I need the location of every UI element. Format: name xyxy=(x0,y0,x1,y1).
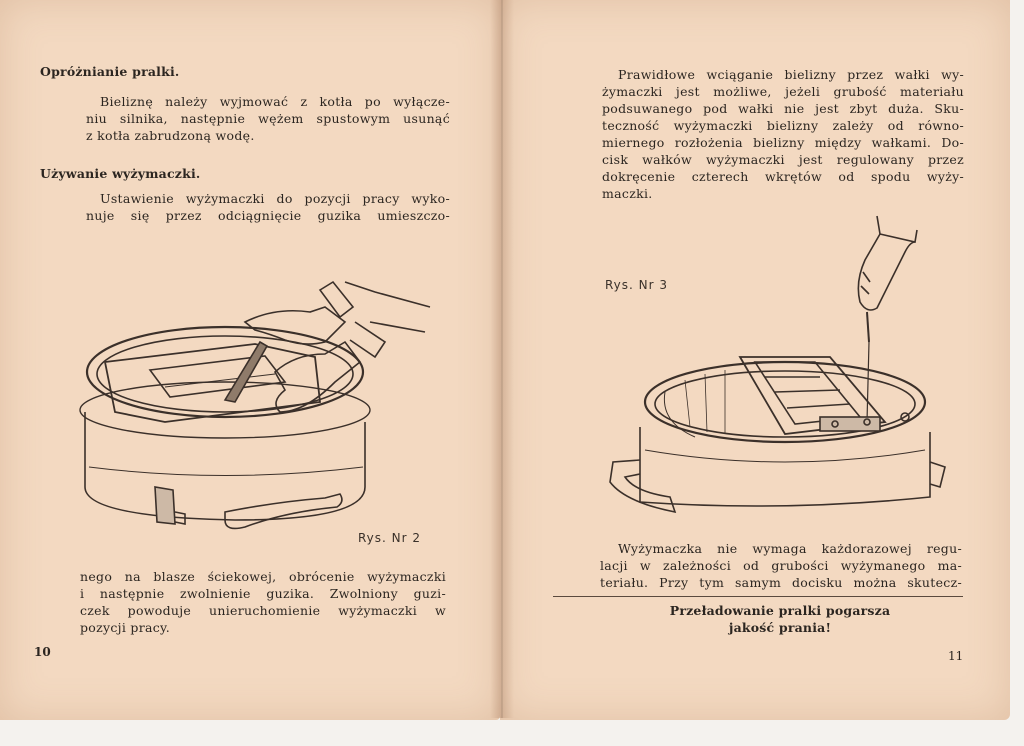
notice-line: Przeładowanie pralki pogarsza xyxy=(669,603,891,618)
text-line: teczność wyżymaczki bielizny zależy od równo- xyxy=(602,118,964,133)
text-line: cisk wałków wyżymaczki jest regulowany przez xyxy=(602,152,964,167)
text-line: żymaczki jest możliwe, jeżeli grubość materiału xyxy=(602,84,964,99)
figure-3-illustration xyxy=(605,212,950,522)
text-line: niu silnika, następnie wężem spustowym usunąć xyxy=(86,111,450,126)
text-line: czek powoduje unieruchomienie wyżymaczki w xyxy=(80,603,446,618)
page-number-left: 10 xyxy=(34,645,51,659)
heading-emptying-washer: Opróżnianie pralki. xyxy=(40,64,180,79)
figure-2-caption: Rys. Nr 2 xyxy=(358,531,422,545)
page-gutter xyxy=(490,0,514,718)
figure-2-illustration xyxy=(75,262,445,542)
text-line: teriału. Przy tym samym docisku można skutecz- xyxy=(600,575,962,590)
text-line: i następnie zwolnienie guzika. Zwolniony guzi- xyxy=(80,586,446,601)
text-line: pozycji pracy. xyxy=(80,620,171,635)
text-line: maczki. xyxy=(602,186,653,201)
text-line: Bieliznę należy wyjmować z kotła po wyłącze- xyxy=(100,94,450,109)
text-line: lacji w zależności od grubości wyżymanego ma- xyxy=(600,558,962,573)
text-line: Wyżymaczka nie wymaga każdorazowej regu- xyxy=(618,541,962,556)
notice-line: jakość prania! xyxy=(728,620,832,635)
text-line: miernego rozłożenia bielizny między wałkami. Do- xyxy=(602,135,964,150)
text-line: nego na blasze ściekowej, obrócenie wyżymaczki xyxy=(80,569,446,584)
text-line: z kotła zabrudzoną wodę. xyxy=(86,128,255,143)
text-line: Prawidłowe wciąganie bielizny przez wałki wy- xyxy=(618,67,964,82)
text-line: nuje się przez odciągnięcie guzika umieszczo- xyxy=(86,208,450,223)
heading-using-wringer: Używanie wyżymaczki. xyxy=(40,166,201,181)
divider-line xyxy=(553,596,963,597)
page-number-right: 11 xyxy=(948,649,964,663)
text-line: podsuwanego pod wałki nie jest zbyt duża. Sku- xyxy=(602,101,964,116)
text-line: Ustawienie wyżymaczki do pozycji pracy wyko- xyxy=(100,191,450,206)
text-line: dokręcenie czterech wkrętów od spodu wyży- xyxy=(602,169,964,184)
figure-3-caption: Rys. Nr 3 xyxy=(605,278,669,292)
